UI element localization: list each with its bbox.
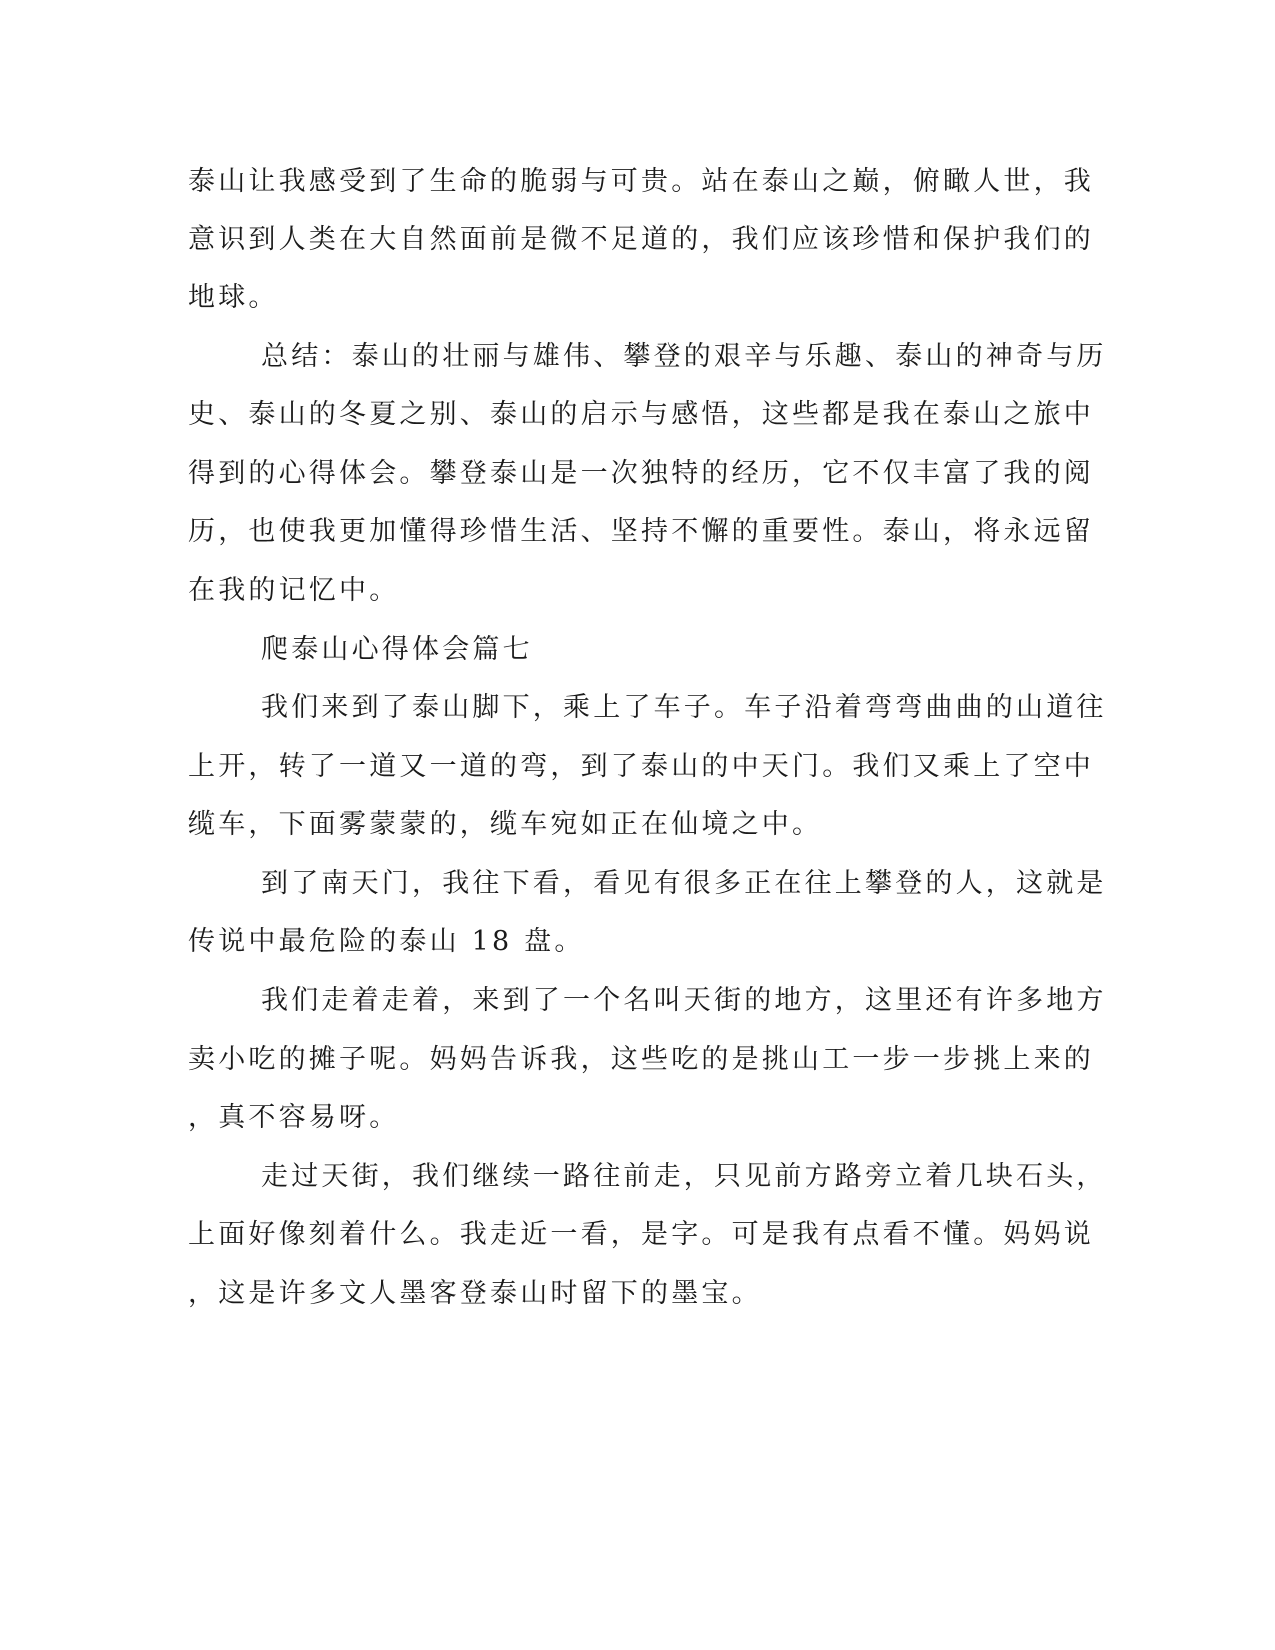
section-heading: 爬泰山心得体会篇七 [261,634,533,665]
text-line: ，这是许多文人墨客登泰山时留下的墨宝。 [188,1278,762,1309]
paragraph-start-line: 我们来到了泰山脚下，乘上了车子。车子沿着弯弯曲曲的山道往 [261,692,1107,723]
text-line: 意识到人类在大自然面前是微不足道的，我们应该珍惜和保护我们的 [188,224,1094,255]
text-line: 传说中最危险的泰山 18 盘。 [188,926,585,957]
paragraph-start-line: 总结：泰山的壮丽与雄伟、攀登的艰辛与乐趣、泰山的神奇与历 [261,341,1107,372]
text-line: 泰山让我感受到了生命的脆弱与可贵。站在泰山之巅，俯瞰人世，我 [188,166,1094,197]
text-line: 缆车，下面雾蒙蒙的，缆车宛如正在仙境之中。 [188,809,823,840]
text-line: 卖小吃的摊子呢。妈妈告诉我，这些吃的是挑山工一步一步挑上来的 [188,1044,1094,1075]
text-line: 上面好像刻着什么。我走近一看，是字。可是我有点看不懂。妈妈说 [188,1219,1094,1250]
text-line: 在我的记忆中。 [188,575,400,606]
paragraph-start-line: 走过天街，我们继续一路往前走，只见前方路旁立着几块石头， [261,1161,1107,1192]
text-line: 历，也使我更加懂得珍惜生活、坚持不懈的重要性。泰山，将永远留 [188,516,1094,547]
text-line: 地球。 [188,282,279,313]
text-line: 上开，转了一道又一道的弯，到了泰山的中天门。我们又乘上了空中 [188,751,1094,782]
text-line: ，真不容易呀。 [188,1102,400,1133]
paragraph-start-line: 我们走着走着，来到了一个名叫天街的地方，这里还有许多地方 [261,985,1107,1016]
paragraph-start-line: 到了南天门，我往下看，看见有很多正在往上攀登的人，这就是 [261,868,1107,899]
text-line: 得到的心得体会。攀登泰山是一次独特的经历，它不仅丰富了我的阅 [188,458,1094,489]
text-line: 史、泰山的冬夏之别、泰山的启示与感悟，这些都是我在泰山之旅中 [188,399,1094,430]
